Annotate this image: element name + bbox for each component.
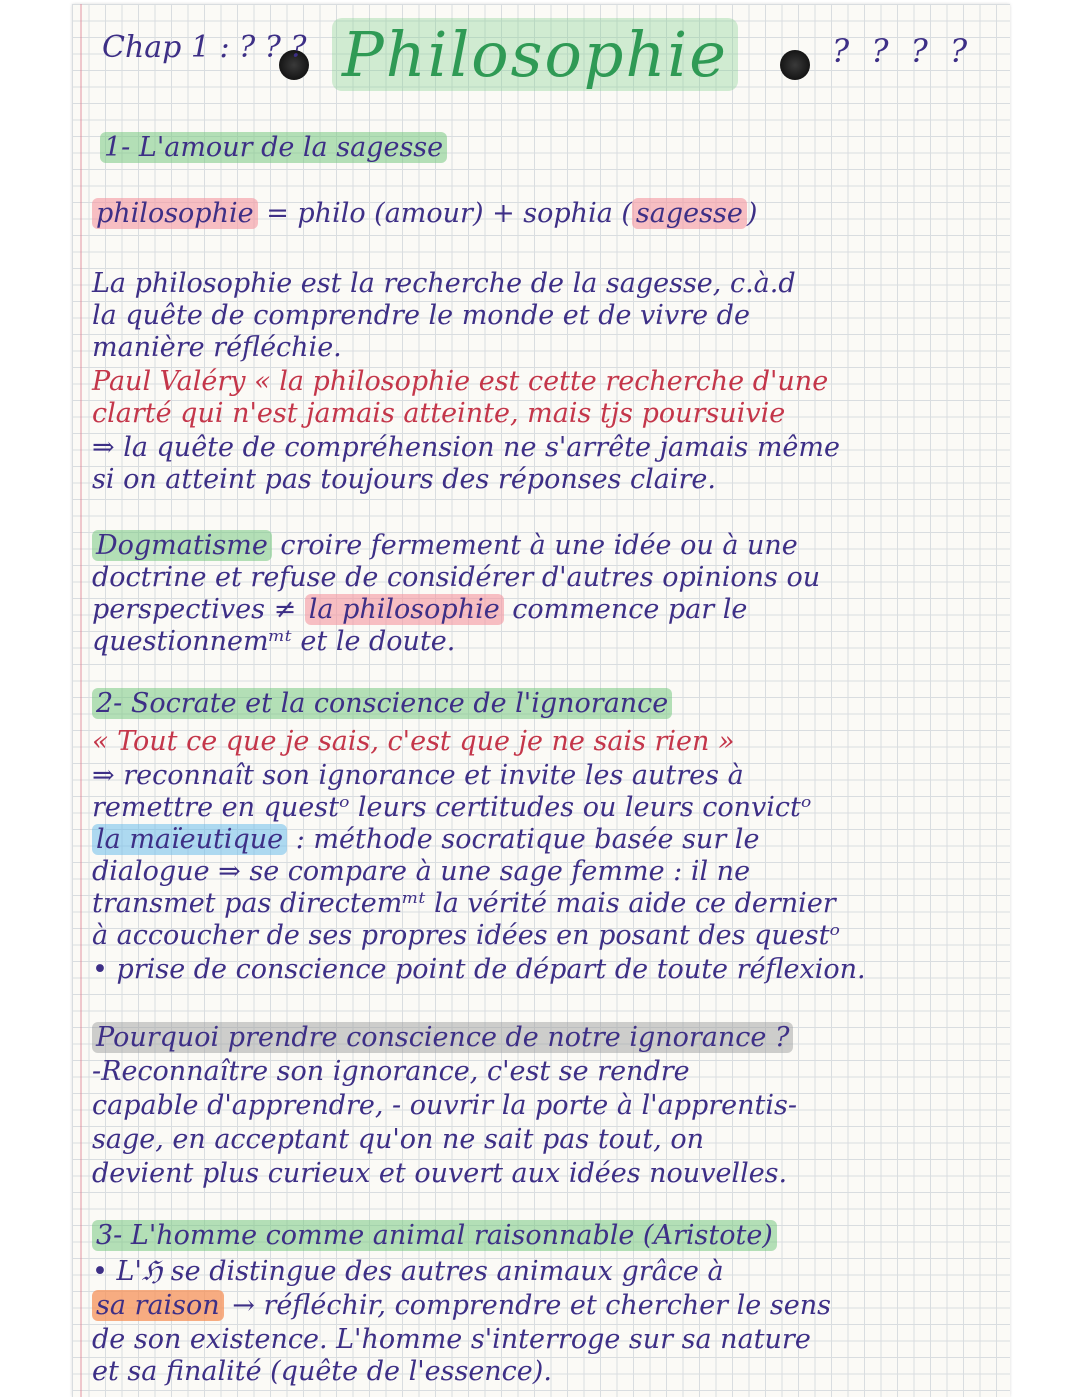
valery-quote-line: clarté qui n'est jamais atteinte, mais tjs poursuivie [92, 398, 786, 429]
definition-line: manière réfléchie. [92, 332, 342, 363]
why-line: devient plus curieux et ouvert aux idées nouvelles. [92, 1158, 788, 1189]
why-line: sage, en acceptant qu'on ne sait pas tout, on [92, 1124, 704, 1155]
dogmatism-term: Dogmatisme [92, 530, 272, 561]
valery-quote-line: Paul Valéry « la philosophie est cette recherche d'une [92, 366, 829, 397]
chapter-label: Chap 1 : ? ? ? [102, 30, 307, 65]
maieutique-line: • prise de conscience point de départ de toute réflexion. [92, 954, 866, 985]
why-line: capable d'apprendre, - ouvrir la porte à l'apprentis- [92, 1090, 798, 1121]
reason-line: • L'ℌ se distingue des autres animaux grâce à [92, 1256, 724, 1287]
raison-term: sa raison [92, 1290, 224, 1321]
notebook-page [72, 4, 1010, 1397]
section-2-heading: 2- Socrate et la conscience de l'ignorance [92, 688, 672, 720]
conclusion-line: si on atteint pas toujours des réponses claire. [92, 464, 716, 495]
maieutique-line: la maïeutique : méthode socratique basée sur le [92, 824, 759, 856]
maieutique-line: à accoucher de ses propres idées en posant des questᵒ [92, 920, 840, 951]
margin-line [80, 4, 82, 1397]
etymology-sagesse: sagesse [632, 198, 747, 229]
etymology-word: philosophie [92, 198, 258, 229]
reason-line: sa raison → réfléchir, comprendre et chercher le sens [92, 1290, 831, 1322]
section-3-heading: 3- L'homme comme animal raisonnable (Aristote) [92, 1220, 777, 1252]
etymology-line: philosophie = philo (amour) + sophia ( sagesse ) [92, 198, 757, 230]
socrates-quote: « Tout ce que je sais, c'est que je ne sais rien » [92, 726, 735, 757]
section-1-heading: 1- L'amour de la sagesse [100, 132, 447, 164]
binder-hole-right [780, 50, 810, 80]
conclusion-line: ⇒ la quête de compréhension ne s'arrête jamais même [92, 432, 840, 463]
why-line: -Reconnaître son ignorance, c'est se rendre [92, 1056, 690, 1087]
dogmatism-line: doctrine et refuse de considérer d'autres opinions ou [92, 562, 821, 593]
maieutique-line: transmet pas directemᵐᵗ la vérité mais aide ce dernier [92, 888, 836, 919]
definition-line: la quête de comprendre le monde et de vivre de [92, 300, 750, 331]
maieutique-line: dialogue ⇒ se compare à une sage femme : il ne [92, 856, 751, 887]
dogmatism-line: questionnemᵐᵗ et le doute. [92, 626, 456, 657]
dogmatism-line: perspectives ≠ la philosophie commence par le [92, 594, 748, 625]
socrates-line: remettre en questᵒ leurs certitudes ou leurs convictᵒ [92, 792, 812, 823]
maieutique-term: la maïeutique [92, 824, 287, 855]
philosophie-highlight: la philosophie [305, 594, 504, 625]
reason-line: et sa finalité (quête de l'essence). [92, 1356, 552, 1387]
socrates-line: ⇒ reconnaît son ignorance et invite les autres à [92, 760, 744, 791]
why-heading: Pourquoi prendre conscience de notre ignorance ? [92, 1022, 793, 1054]
dogmatism-line: Dogmatisme croire fermement à une idée ou à une [92, 530, 798, 562]
page-title: Philosophie [332, 18, 738, 91]
title-question-marks: ? ? ? ? [832, 32, 974, 70]
reason-line: de son existence. L'homme s'interroge sur sa nature [92, 1324, 811, 1355]
definition-line: La philosophie est la recherche de la sagesse, c.à.d [92, 268, 796, 299]
